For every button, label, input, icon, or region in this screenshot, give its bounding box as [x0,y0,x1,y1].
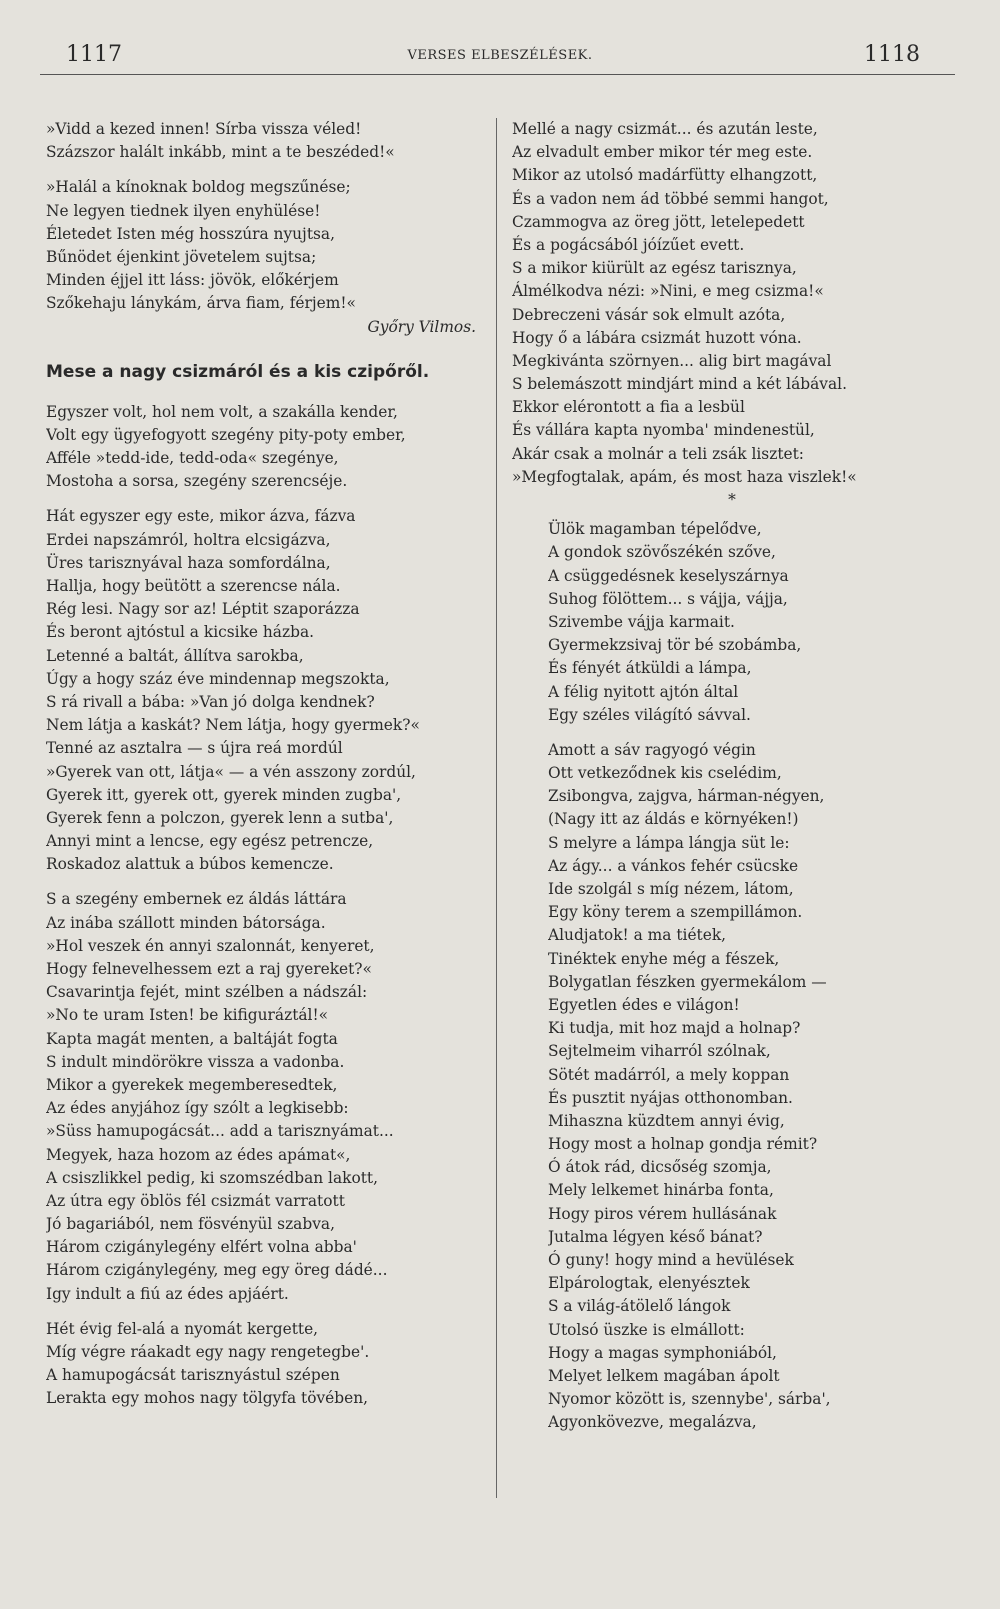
verse-line: Ó guny! hogy mind a hevülések [548,1251,794,1269]
verse-line: Gyerek itt, gyerek ott, gyerek minden zugba', [46,785,402,804]
verse-line: Három czigánylegény elfért volna abba' [46,1238,357,1257]
right-column [512,118,952,1435]
verse-line: »Hol veszek én annyi szalonnát, kenyeret, [46,936,375,955]
verse-line: Sötét madárról, a mely koppan [548,1065,790,1084]
verse-line: Mikor az utolsó madárfütty elhangzott, [512,166,818,185]
verse-line: Megyek, haza hozom az édes apámat«, [46,1145,351,1164]
running-title: VERSES ELBESZÉLÉSEK. [407,48,593,63]
verse-line: Afféle »tedd-ide, tedd-oda« szegénye, [46,449,339,468]
left-column [46,118,486,1411]
verse-line: Megkivánta szörnyen... alig birt magával [512,351,832,370]
verse-line: Bolygatlan fészken gyermekálom — [548,972,827,991]
stanza [46,1318,486,1411]
poem-title: Mese a nagy csizmáról és a kis czipőről. [46,361,430,382]
verse-line: Suhog fölöttem... s vájja, vájja, [548,589,788,608]
verse-line: Ki tudja, mit hoz majd a holnap? [548,1019,801,1038]
verse-line: És a pogácsából jóízűet evett. [512,235,745,254]
verse-line: Úgy a hogy száz éve mindennap megszokta, [46,669,390,688]
verse-line: Hát egyszer egy este, mikor ázva, fázva [46,507,356,526]
verse-line: Gyermekzsivaj tör bé szobámba, [548,636,802,655]
verse-line: A hamupogácsát tarisznyástul szépen [46,1366,340,1385]
verse-line: Hogy most a holnap gondja rémit? [548,1135,818,1154]
verse-line: Lerakta egy mohos nagy tölgyfa tövében, [46,1389,369,1408]
verse-line: Volt egy ügyefogyott szegény pity-poty ember, [46,425,406,444]
verse-line: Ekkor elérontott a fia a lesbül [512,398,745,417]
verse-line: Ülök magamban tépelődve, [548,520,762,539]
verse-line: Az útra egy öblös fél csizmát varratott [46,1191,345,1210]
verse-line: Erdei napszámról, holtra elcsigázva, [46,530,331,549]
verse-line: Mely lelkemet hinárba fonta, [548,1181,774,1200]
verse-line: És fényét átküldi a lámpa, [548,659,752,678]
verse-line: S a szegény embernek ez áldás láttára [46,890,347,909]
verse-line: A csiszlikkel pedig, ki szomszédban lakott, [46,1168,379,1187]
verse-line: »Megfogtalak, apám, és most haza viszlek!« [512,467,857,486]
verse-line: Sejtelmeim viharról szólnak, [548,1042,771,1061]
verse-line: »Gyerek van ott, látja« — a vén asszony zordúl, [46,762,416,781]
verse-line: S a világ-átölelő lángok [548,1297,731,1316]
verse-line: Hét évig fel-alá a nyomát kergette, [46,1319,319,1338]
verse-line: Melyet lelkem magában ápolt [548,1366,780,1385]
verse-line: Hogy ő a lábára csizmát huzott vóna. [512,328,802,347]
verse-line: Mostoha a sorsa, szegény szerencséje. [46,472,348,491]
verse-line: Egyszer volt, hol nem volt, a szakálla kender, [46,402,398,421]
verse-line: Amott a sáv ragyogó végin [548,740,756,759]
verse-line: Hogy felnevelhessem ezt a raj gyereket?« [46,960,372,978]
verse-line: Annyi mint a lencse, egy egész petrencze, [46,832,374,851]
verse-line: Bűnödet éjenkint jövetelem sujtsa; [46,247,317,266]
stanza [512,518,952,727]
verse-line: Aludjatok! a ma tiétek, [548,926,727,945]
verse-line: Akár csak a molnár a teli zsák lisztet: [512,444,804,463]
verse-line: Egy köny terem a szempillámon. [548,903,803,922]
verse-line: Míg végre ráakadt egy nagy rengetegbe'. [46,1343,370,1361]
verse-line: És pusztit nyájas otthonomban. [548,1088,793,1107]
verse-line: Mihaszna küzdtem annyi évig, [548,1111,785,1130]
stanza [46,401,486,494]
verse-line: Életedet Isten még hosszúra nyujtsa, [46,224,335,243]
verse-line: Csavarintja fejét, mint szélben a nádszál: [46,983,368,1002]
verse-line: S melyre a lámpa lángja süt le: [548,833,790,852]
verse-line: Kapta magát menten, a baltáját fogta [46,1029,338,1048]
stanza [46,888,486,1305]
verse-line: S a mikor kiürült az egész tarisznya, [512,259,797,278]
verse-line: »Süss hamupogácsát... add a tarisznyámat... [46,1122,394,1141]
verse-line: Tinéktek enyhe még a fészek, [548,949,780,968]
column-divider [496,118,497,1498]
verse-line: Hallja, hogy beütött a szerencse nála. [46,577,341,595]
verse-line: Egyetlen édes e világon! [548,995,740,1014]
verse-line: »Vidd a kezed innen! Sírba vissza véled! [46,120,362,138]
page-header [0,42,1000,78]
author-signature: Győry Vilmos. [367,317,476,336]
verse-line: Elpárologtak, elenyésztek [548,1274,750,1293]
verse-line: Ó átok rád, dicsőség szomja, [548,1158,772,1177]
verse-line: Ide szolgál s míg nézem, látom, [548,880,794,898]
verse-line: Egy széles világító sávval. [548,705,751,724]
verse-line: Az édes anyjához így szólt a legkisebb: [46,1099,349,1118]
verse-line: A félig nyitott ajtón által [548,682,739,701]
verse-line: Gyerek fenn a polczon, gyerek lenn a sutba', [46,808,394,827]
verse-line: Az ágy... a vánkos fehér csücske [548,856,799,875]
verse-line: S indult mindörökre vissza a vadonba. [46,1052,345,1071]
verse-line: Jó bagariából, nem fösvényül szabva, [46,1215,335,1234]
verse-line: Zsibongva, zajgva, hárman-négyen, [548,787,825,806]
verse-line: Mikor a gyerekek megemberesedtek, [46,1075,338,1094]
verse-line: Hogy a magas symphoniából, [548,1343,777,1362]
verse-line: Agyonkövezve, megalázva, [548,1413,757,1432]
stanza [512,118,952,489]
verse-line: Hogy piros vérem hullásának [548,1204,777,1223]
verse-line: S belemászott mindjárt mind a két lábával. [512,375,847,394]
verse-line: Az elvadult ember mikor tér meg este. [512,143,813,162]
verse-line: Tenné az asztalra — s újra reá mordúl [46,739,343,758]
stanza [46,118,486,164]
verse-line: A csüggedésnek keselyszárnya [548,566,789,585]
verse-line: Letenné a baltát, állítva sarokba, [46,646,304,665]
stanza [512,739,952,1435]
verse-line: És beront ajtóstul a kicsike házba. [46,623,315,642]
verse-line: Minden éjjel itt láss: jövök, előkérjem [46,271,339,290]
verse-line: Szivembe vájja karmait. [548,612,735,631]
verse-line: Rég lesi. Nagy sor az! Léptit szaporázza [46,600,360,619]
stanza [46,505,486,876]
verse-line: Három czigánylegény, meg egy öreg dádé... [46,1261,388,1280]
verse-line: »No te uram Isten! be kifiguráztál!« [46,1006,329,1025]
verse-line: »Halál a kínoknak boldog megszűnése; [46,178,351,197]
verse-line: Debreczeni vásár sok elmult azóta, [512,305,786,324]
stanza [46,176,486,315]
verse-line: Jutalma légyen késő bánat? [548,1227,763,1246]
verse-line: Az inába szállott minden bátorsága. [46,913,326,932]
page-number-left: 1117 [66,42,122,67]
verse-line: (Nagy itt az áldás e környéken!) [548,810,799,829]
verse-line: Utolsó üszke is elmállott: [548,1320,745,1339]
verse-line: Álmélkodva nézi: »Nini, e meg csizma!« [512,282,824,301]
verse-line: Igy indult a fiú az édes apjáért. [46,1284,289,1303]
verse-line: Ne legyen tiednek ilyen enyhülése! [46,201,321,220]
verse-line: Százszor halált inkább, mint a te beszéded!« [46,143,395,162]
verse-line: Roskadoz alattuk a búbos kemencze. [46,855,334,874]
page-number-right: 1118 [864,42,920,67]
verse-line: Üres tarisznyával haza somfordálna, [46,553,331,572]
verse-line: És a vadon nem ád többé semmi hangot, [512,189,829,208]
header-rule [40,74,955,75]
verse-line: S rá rivall a bába: »Van jó dolga kendnek? [46,692,375,711]
verse-line: És vállára kapta nyomba' mindenestül, [512,421,815,440]
verse-line: A gondok szövőszékén szőve, [548,543,776,562]
verse-line: Ott vetkeződnek kis cselédim, [548,764,782,783]
verse-line: Nyomor között is, szennybe', sárba', [548,1390,831,1409]
verse-line: Nem látja a kaskát? Nem látja, hogy gyermek?« [46,716,420,735]
verse-line: Mellé a nagy csizmát... és azután leste, [512,120,818,138]
section-separator-star: * [728,491,736,509]
verse-line: Czammogva az öreg jött, letelepedett [512,212,805,231]
verse-line: Szőkehaju lánykám, árva fiam, férjem!« [46,294,356,313]
